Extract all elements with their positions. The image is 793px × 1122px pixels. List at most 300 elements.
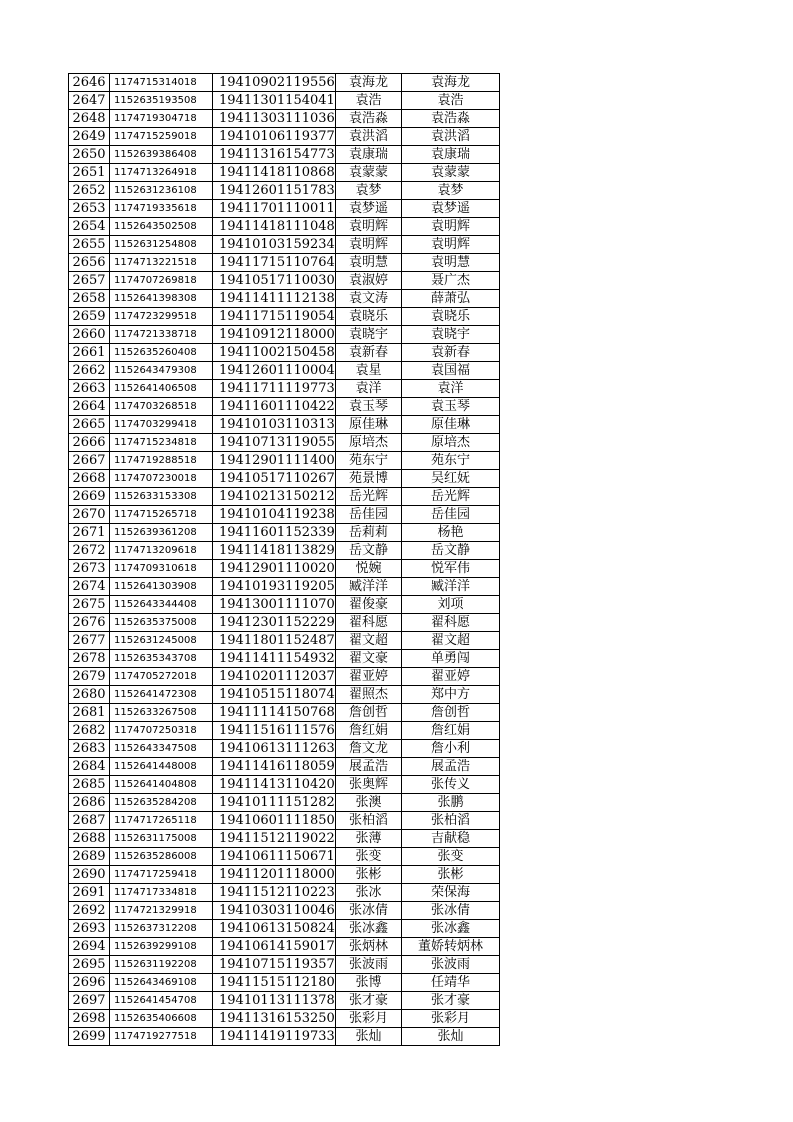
row-index-cell: 2695	[69, 956, 110, 974]
name-cell: 原培杰	[336, 434, 402, 452]
table-row	[69, 272, 500, 290]
candidate-number-cell: 19411801152487	[213, 632, 336, 650]
row-index-cell: 2699	[69, 1028, 110, 1046]
row-index-cell: 2698	[69, 1010, 110, 1028]
exam-id-cell: 1174719335618	[110, 200, 213, 218]
name-cell: 张彬	[336, 866, 402, 884]
name-cell: 袁文涛	[336, 290, 402, 308]
candidate-number-cell: 19411601152339	[213, 524, 336, 542]
table-row	[69, 740, 500, 758]
exam-id-cell: 1174719304718	[110, 110, 213, 128]
table-row	[69, 416, 500, 434]
exam-id-cell: 1152635343708	[110, 650, 213, 668]
verified-name-cell: 张传义	[402, 776, 500, 794]
table-row	[69, 524, 500, 542]
name-cell: 张灿	[336, 1028, 402, 1046]
exam-id-cell: 1174713221518	[110, 254, 213, 272]
exam-id-cell: 1152635260408	[110, 344, 213, 362]
row-index-cell: 2671	[69, 524, 110, 542]
row-index-cell: 2687	[69, 812, 110, 830]
candidate-number-cell: 19411201118000	[213, 866, 336, 884]
name-cell: 张冰鑫	[336, 920, 402, 938]
table-row	[69, 92, 500, 110]
name-cell: 张薄	[336, 830, 402, 848]
verified-name-cell: 刘项	[402, 596, 500, 614]
verified-name-cell: 袁晓宇	[402, 326, 500, 344]
name-cell: 张变	[336, 848, 402, 866]
row-index-cell: 2672	[69, 542, 110, 560]
name-cell: 张彩月	[336, 1010, 402, 1028]
table-row	[69, 398, 500, 416]
row-index-cell: 2690	[69, 866, 110, 884]
exam-id-cell: 1174707269818	[110, 272, 213, 290]
name-cell: 袁浩淼	[336, 110, 402, 128]
table-row	[69, 722, 500, 740]
row-index-cell: 2659	[69, 308, 110, 326]
name-cell: 翟文超	[336, 632, 402, 650]
verified-name-cell: 詹创哲	[402, 704, 500, 722]
table-row	[69, 308, 500, 326]
verified-name-cell: 岳佳园	[402, 506, 500, 524]
row-index-cell: 2685	[69, 776, 110, 794]
table-row	[69, 992, 500, 1010]
exam-id-cell: 1152641472308	[110, 686, 213, 704]
table-row	[69, 146, 500, 164]
verified-name-cell: 杨艳	[402, 524, 500, 542]
verified-name-cell: 袁梦遥	[402, 200, 500, 218]
candidate-number-cell: 19411114150768	[213, 704, 336, 722]
verified-name-cell: 郑中方	[402, 686, 500, 704]
verified-name-cell: 袁洋	[402, 380, 500, 398]
candidate-number-cell: 19410103110313	[213, 416, 336, 434]
exam-id-cell: 1152639361208	[110, 524, 213, 542]
row-index-cell: 2680	[69, 686, 110, 704]
name-cell: 岳文静	[336, 542, 402, 560]
exam-id-cell: 1152643502508	[110, 218, 213, 236]
candidate-number-cell: 19411316153250	[213, 1010, 336, 1028]
exam-id-cell: 1152635284208	[110, 794, 213, 812]
candidate-number-cell: 19411512110223	[213, 884, 336, 902]
candidate-number-cell: 19410111151282	[213, 794, 336, 812]
row-index-cell: 2650	[69, 146, 110, 164]
exam-id-cell: 1174715259018	[110, 128, 213, 146]
table-row	[69, 128, 500, 146]
row-index-cell: 2697	[69, 992, 110, 1010]
name-cell: 袁蒙蒙	[336, 164, 402, 182]
exam-id-cell: 1152643469108	[110, 974, 213, 992]
table-row	[69, 254, 500, 272]
exam-id-cell: 1152643344408	[110, 596, 213, 614]
verified-name-cell: 袁浩淼	[402, 110, 500, 128]
exam-id-cell: 1152631192208	[110, 956, 213, 974]
name-cell: 苑景博	[336, 470, 402, 488]
verified-name-cell: 袁新春	[402, 344, 500, 362]
row-index-cell: 2674	[69, 578, 110, 596]
verified-name-cell: 张才豪	[402, 992, 500, 1010]
name-cell: 袁晓乐	[336, 308, 402, 326]
verified-name-cell: 任靖华	[402, 974, 500, 992]
row-index-cell: 2651	[69, 164, 110, 182]
name-cell: 岳佳园	[336, 506, 402, 524]
table-row	[69, 1028, 500, 1046]
verified-name-cell: 原佳琳	[402, 416, 500, 434]
table-row	[69, 326, 500, 344]
table-row	[69, 794, 500, 812]
table-row	[69, 182, 500, 200]
candidate-number-cell: 19410613111263	[213, 740, 336, 758]
candidate-number-cell: 19411411154932	[213, 650, 336, 668]
row-index-cell: 2660	[69, 326, 110, 344]
row-index-cell: 2667	[69, 452, 110, 470]
table-row	[69, 74, 500, 92]
name-cell: 苑东宁	[336, 452, 402, 470]
verified-name-cell: 翟亚婷	[402, 668, 500, 686]
table-row	[69, 650, 500, 668]
exam-id-cell: 1152641406508	[110, 380, 213, 398]
verified-name-cell: 荣保海	[402, 884, 500, 902]
verified-name-cell: 袁明辉	[402, 218, 500, 236]
row-index-cell: 2686	[69, 794, 110, 812]
candidate-number-cell: 19412901110020	[213, 560, 336, 578]
table-row	[69, 902, 500, 920]
row-index-cell: 2653	[69, 200, 110, 218]
exam-id-cell: 1152641448008	[110, 758, 213, 776]
candidate-number-cell: 19410601111850	[213, 812, 336, 830]
name-cell: 张奥辉	[336, 776, 402, 794]
verified-name-cell: 展孟浩	[402, 758, 500, 776]
candidate-number-cell: 19411002150458	[213, 344, 336, 362]
row-index-cell: 2664	[69, 398, 110, 416]
exam-id-cell: 1152633267508	[110, 704, 213, 722]
row-index-cell: 2646	[69, 74, 110, 92]
verified-name-cell: 袁康瑞	[402, 146, 500, 164]
name-cell: 袁明辉	[336, 218, 402, 236]
candidate-number-cell: 19410713119055	[213, 434, 336, 452]
row-index-cell: 2658	[69, 290, 110, 308]
exam-id-cell: 1152641303908	[110, 578, 213, 596]
exam-id-cell: 1152641398308	[110, 290, 213, 308]
name-cell: 张炳林	[336, 938, 402, 956]
verified-name-cell: 袁明辉	[402, 236, 500, 254]
verified-name-cell: 岳光辉	[402, 488, 500, 506]
exam-id-cell: 1174703268518	[110, 398, 213, 416]
row-index-cell: 2681	[69, 704, 110, 722]
table-row	[69, 812, 500, 830]
candidate-number-cell: 19410614159017	[213, 938, 336, 956]
verified-name-cell: 袁梦	[402, 182, 500, 200]
roster-table-body	[69, 74, 500, 1046]
row-index-cell: 2689	[69, 848, 110, 866]
name-cell: 袁浩	[336, 92, 402, 110]
exam-id-cell: 1174707250318	[110, 722, 213, 740]
table-row	[69, 380, 500, 398]
verified-name-cell: 张变	[402, 848, 500, 866]
table-row	[69, 560, 500, 578]
exam-id-cell: 1152641404808	[110, 776, 213, 794]
name-cell: 张博	[336, 974, 402, 992]
exam-id-cell: 1174705272018	[110, 668, 213, 686]
table-row	[69, 776, 500, 794]
candidate-number-cell: 19411715110764	[213, 254, 336, 272]
candidate-number-cell: 19410715119357	[213, 956, 336, 974]
name-cell: 袁新春	[336, 344, 402, 362]
row-index-cell: 2682	[69, 722, 110, 740]
candidate-number-cell: 19411416118059	[213, 758, 336, 776]
verified-name-cell: 张彬	[402, 866, 500, 884]
row-index-cell: 2679	[69, 668, 110, 686]
candidate-number-cell: 19411301154041	[213, 92, 336, 110]
exam-id-cell: 1152635286008	[110, 848, 213, 866]
name-cell: 袁玉琴	[336, 398, 402, 416]
candidate-number-cell: 19411411112138	[213, 290, 336, 308]
candidate-number-cell: 19411701110011	[213, 200, 336, 218]
name-cell: 詹创哲	[336, 704, 402, 722]
verified-name-cell: 张彩月	[402, 1010, 500, 1028]
candidate-number-cell: 19411316154773	[213, 146, 336, 164]
verified-name-cell: 吉献稳	[402, 830, 500, 848]
exam-id-cell: 1152631254808	[110, 236, 213, 254]
candidate-number-cell: 19410613150824	[213, 920, 336, 938]
table-row	[69, 434, 500, 452]
table-row	[69, 470, 500, 488]
verified-name-cell: 张鹏	[402, 794, 500, 812]
exam-id-cell: 1152639386408	[110, 146, 213, 164]
table-row	[69, 362, 500, 380]
row-index-cell: 2663	[69, 380, 110, 398]
verified-name-cell: 张冰鑫	[402, 920, 500, 938]
name-cell: 原佳琳	[336, 416, 402, 434]
candidate-number-cell: 19411413110420	[213, 776, 336, 794]
exam-id-cell: 1174715314018	[110, 74, 213, 92]
row-index-cell: 2648	[69, 110, 110, 128]
name-cell: 展孟浩	[336, 758, 402, 776]
row-index-cell: 2647	[69, 92, 110, 110]
candidate-number-cell: 19410113111378	[213, 992, 336, 1010]
exam-id-cell: 1152639299108	[110, 938, 213, 956]
verified-name-cell: 臧洋洋	[402, 578, 500, 596]
candidate-number-cell: 19411512119022	[213, 830, 336, 848]
candidate-number-cell: 19412601110004	[213, 362, 336, 380]
candidate-number-cell: 19410517110030	[213, 272, 336, 290]
candidate-number-cell: 19413001111070	[213, 596, 336, 614]
verified-name-cell: 翟科愿	[402, 614, 500, 632]
exam-id-cell: 1174707230018	[110, 470, 213, 488]
exam-id-cell: 1174715265718	[110, 506, 213, 524]
candidate-number-cell: 19412601151783	[213, 182, 336, 200]
candidate-number-cell: 19411601110422	[213, 398, 336, 416]
row-index-cell: 2696	[69, 974, 110, 992]
table-row	[69, 632, 500, 650]
name-cell: 袁海龙	[336, 74, 402, 92]
verified-name-cell: 袁国福	[402, 362, 500, 380]
exam-id-cell: 1152631245008	[110, 632, 213, 650]
candidate-number-cell: 19411419119733	[213, 1028, 336, 1046]
exam-id-cell: 1174713209618	[110, 542, 213, 560]
candidate-number-cell: 19411515112180	[213, 974, 336, 992]
candidate-number-cell: 19410201112037	[213, 668, 336, 686]
table-row	[69, 488, 500, 506]
candidate-number-cell: 19410611150671	[213, 848, 336, 866]
name-cell: 张冰倩	[336, 902, 402, 920]
candidate-number-cell: 19411715119054	[213, 308, 336, 326]
table-row	[69, 704, 500, 722]
row-index-cell: 2694	[69, 938, 110, 956]
table-row	[69, 848, 500, 866]
candidate-number-cell: 19410912118000	[213, 326, 336, 344]
verified-name-cell: 袁玉琴	[402, 398, 500, 416]
exam-id-cell: 1152635406608	[110, 1010, 213, 1028]
row-index-cell: 2692	[69, 902, 110, 920]
table-row	[69, 452, 500, 470]
candidate-number-cell: 19410103159234	[213, 236, 336, 254]
name-cell: 袁明辉	[336, 236, 402, 254]
verified-name-cell: 袁蒙蒙	[402, 164, 500, 182]
row-index-cell: 2693	[69, 920, 110, 938]
exam-id-cell: 1174717334818	[110, 884, 213, 902]
row-index-cell: 2677	[69, 632, 110, 650]
verified-name-cell: 詹红娟	[402, 722, 500, 740]
name-cell: 袁晓宇	[336, 326, 402, 344]
name-cell: 袁明慧	[336, 254, 402, 272]
table-row	[69, 506, 500, 524]
exam-id-cell: 1174715234818	[110, 434, 213, 452]
candidate-number-cell: 19410106119377	[213, 128, 336, 146]
row-index-cell: 2649	[69, 128, 110, 146]
name-cell: 悦婉	[336, 560, 402, 578]
row-index-cell: 2657	[69, 272, 110, 290]
name-cell: 张柏滔	[336, 812, 402, 830]
name-cell: 翟亚婷	[336, 668, 402, 686]
candidate-number-cell: 19411418111048	[213, 218, 336, 236]
exam-id-cell: 1174713264918	[110, 164, 213, 182]
table-row	[69, 578, 500, 596]
table-row	[69, 1010, 500, 1028]
name-cell: 岳莉莉	[336, 524, 402, 542]
row-index-cell: 2669	[69, 488, 110, 506]
table-row	[69, 344, 500, 362]
table-row	[69, 290, 500, 308]
name-cell: 岳光辉	[336, 488, 402, 506]
exam-id-cell: 1152637312208	[110, 920, 213, 938]
name-cell: 袁梦遥	[336, 200, 402, 218]
verified-name-cell: 董娇转炳林	[402, 938, 500, 956]
name-cell: 袁洪滔	[336, 128, 402, 146]
table-row	[69, 164, 500, 182]
candidate-number-cell: 19410104119238	[213, 506, 336, 524]
table-row	[69, 614, 500, 632]
verified-name-cell: 薛萧弘	[402, 290, 500, 308]
name-cell: 詹文龙	[336, 740, 402, 758]
table-row	[69, 956, 500, 974]
name-cell: 张才豪	[336, 992, 402, 1010]
exam-id-cell: 1174717259418	[110, 866, 213, 884]
exam-id-cell: 1152631236108	[110, 182, 213, 200]
candidate-number-cell: 19412301152229	[213, 614, 336, 632]
name-cell: 张澳	[336, 794, 402, 812]
exam-id-cell: 1174717265118	[110, 812, 213, 830]
table-row	[69, 830, 500, 848]
candidate-number-cell: 19411418113829	[213, 542, 336, 560]
candidate-number-cell: 19411711119773	[213, 380, 336, 398]
verified-name-cell: 张波雨	[402, 956, 500, 974]
candidate-number-cell: 19411303111036	[213, 110, 336, 128]
candidate-number-cell: 19410902119556	[213, 74, 336, 92]
exam-id-cell: 1152635193508	[110, 92, 213, 110]
exam-id-cell: 1174721338718	[110, 326, 213, 344]
row-index-cell: 2661	[69, 344, 110, 362]
row-index-cell: 2652	[69, 182, 110, 200]
row-index-cell: 2675	[69, 596, 110, 614]
exam-id-cell: 1152643479308	[110, 362, 213, 380]
name-cell: 翟照杰	[336, 686, 402, 704]
verified-name-cell: 岳文静	[402, 542, 500, 560]
verified-name-cell: 原培杰	[402, 434, 500, 452]
exam-id-cell: 1152643347508	[110, 740, 213, 758]
verified-name-cell: 袁洪滔	[402, 128, 500, 146]
table-row	[69, 668, 500, 686]
row-index-cell: 2673	[69, 560, 110, 578]
verified-name-cell: 翟文超	[402, 632, 500, 650]
candidate-number-cell: 19412901111400	[213, 452, 336, 470]
name-cell: 张波雨	[336, 956, 402, 974]
verified-name-cell: 詹小利	[402, 740, 500, 758]
table-row	[69, 920, 500, 938]
row-index-cell: 2668	[69, 470, 110, 488]
table-row	[69, 236, 500, 254]
candidate-number-cell: 19410515118074	[213, 686, 336, 704]
row-index-cell: 2670	[69, 506, 110, 524]
verified-name-cell: 张灿	[402, 1028, 500, 1046]
name-cell: 袁洋	[336, 380, 402, 398]
name-cell: 张冰	[336, 884, 402, 902]
table-row	[69, 200, 500, 218]
table-row	[69, 110, 500, 128]
table-row	[69, 758, 500, 776]
row-index-cell: 2684	[69, 758, 110, 776]
verified-name-cell: 悦军伟	[402, 560, 500, 578]
roster-table	[68, 73, 500, 1046]
exam-id-cell: 1152641454708	[110, 992, 213, 1010]
candidate-number-cell: 19410213150212	[213, 488, 336, 506]
verified-name-cell: 袁明慧	[402, 254, 500, 272]
table-row	[69, 218, 500, 236]
name-cell: 袁淑婷	[336, 272, 402, 290]
name-cell: 臧洋洋	[336, 578, 402, 596]
candidate-number-cell: 19411516111576	[213, 722, 336, 740]
verified-name-cell: 吴红妩	[402, 470, 500, 488]
table-row	[69, 866, 500, 884]
row-index-cell: 2655	[69, 236, 110, 254]
row-index-cell: 2691	[69, 884, 110, 902]
name-cell: 翟俊豪	[336, 596, 402, 614]
table-row	[69, 542, 500, 560]
verified-name-cell: 苑东宁	[402, 452, 500, 470]
verified-name-cell: 袁浩	[402, 92, 500, 110]
exam-id-cell: 1152631175008	[110, 830, 213, 848]
exam-id-cell: 1174721329918	[110, 902, 213, 920]
verified-name-cell: 袁晓乐	[402, 308, 500, 326]
name-cell: 詹红娟	[336, 722, 402, 740]
candidate-number-cell: 19411418110868	[213, 164, 336, 182]
exam-id-cell: 1174723299518	[110, 308, 213, 326]
table-row	[69, 686, 500, 704]
row-index-cell: 2676	[69, 614, 110, 632]
candidate-number-cell: 19410517110267	[213, 470, 336, 488]
exam-id-cell: 1152635375008	[110, 614, 213, 632]
candidate-number-cell: 19410303110046	[213, 902, 336, 920]
row-index-cell: 2662	[69, 362, 110, 380]
row-index-cell: 2656	[69, 254, 110, 272]
